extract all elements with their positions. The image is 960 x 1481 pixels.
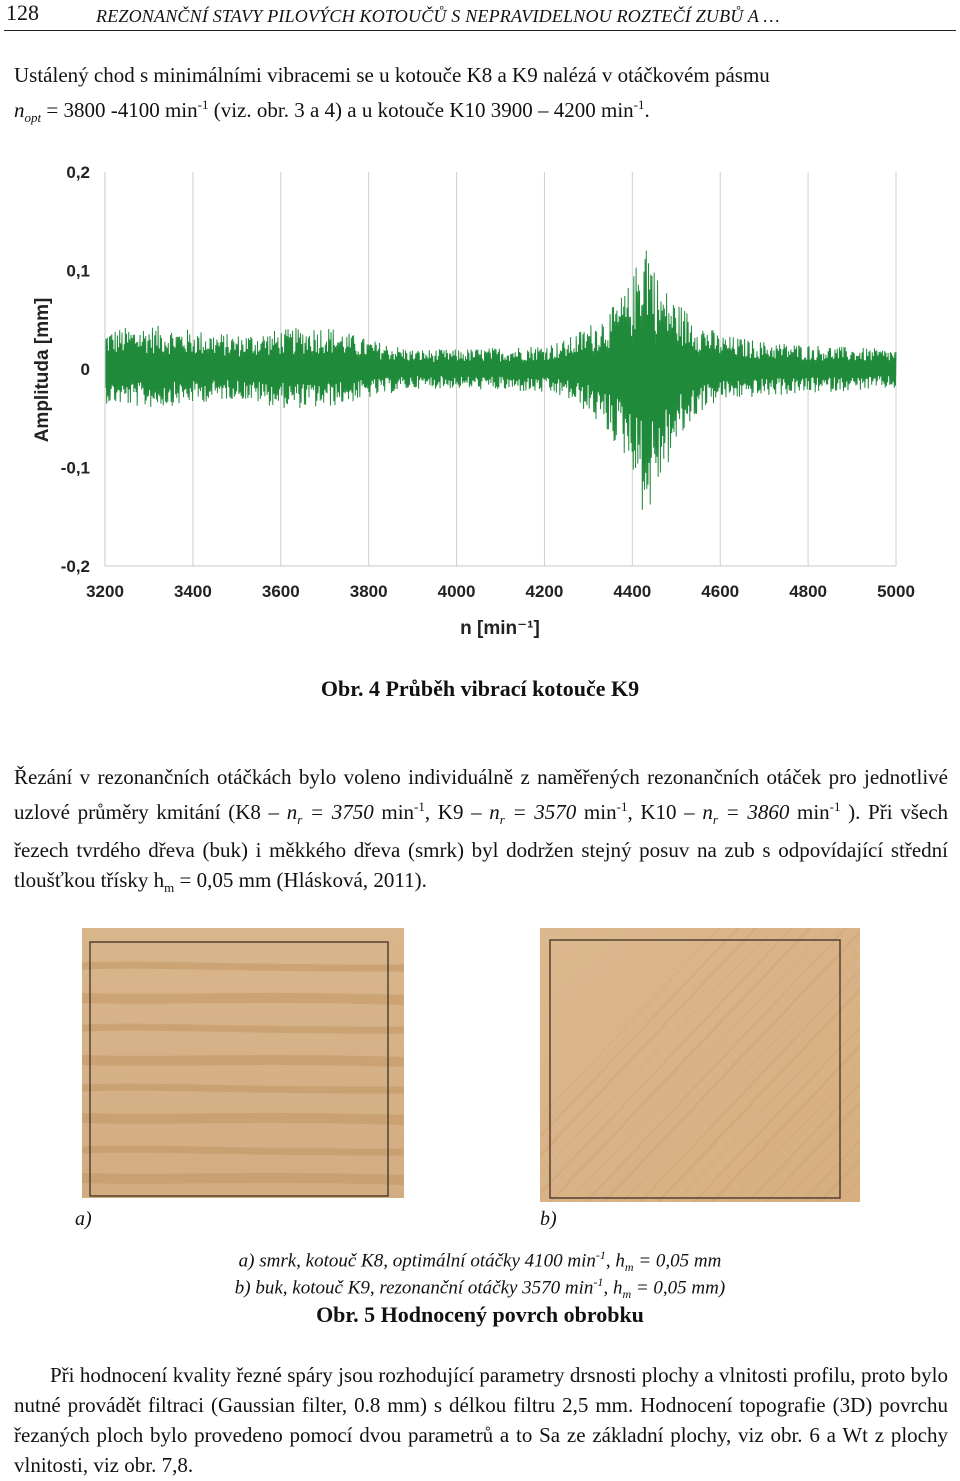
y-tick-label: 0,1 — [66, 261, 90, 281]
fig5-a-text-1: a) smrk, kotouč K8, optimální otáčky 4100 min — [238, 1250, 596, 1272]
body1-text-k: = 0,05 mm (Hlásková, 2011). — [174, 868, 427, 893]
intro-line-1: Ustálený chod s minimálními vibracemi se u kotouče K8 a K9 nalézá v otáčkovém pásmu — [14, 63, 770, 87]
body-paragraph-2: Při hodnocení kvality řezné spáry jsou rozhodující parametry drsnosti plochy a vlnitosti profilu, proto bylo nutné provádět filtraci (Gaussian filter, 0.8 mm) s délkou filtru 2,5 mm. Hodnocení topografie (3D) povrchu řezaných ploch bylo provedeno pomocí dvou parametrů a to Sa ze základní plochy, viz obr. 6 a Wt z plochy vlnitosti, viz obr. 7,8. — [14, 1363, 948, 1477]
body1-sup-c: -1 — [829, 799, 841, 814]
grain-band — [82, 965, 404, 968]
header-rule — [4, 30, 956, 31]
x-tick-label: 4400 — [613, 582, 652, 601]
vibration-signal — [105, 250, 896, 509]
running-title: REZONANČNÍ STAVY PILOVÝCH KOTOUČŮ S NEPRAVIDELNOU ROZTEČÍ ZUBŮ A … — [96, 6, 780, 26]
body1-value-3: = 3860 — [717, 800, 790, 824]
body1-unit-3: min — [789, 800, 830, 824]
body1-sup-a: -1 — [414, 799, 425, 814]
grain-band — [82, 998, 404, 1000]
body1-value-2: = 3570 — [504, 800, 577, 824]
body1-text-d: , K9 – — [424, 800, 490, 824]
intro-line-2 — [14, 90, 948, 133]
y-axis-label: Amplituda [mm] — [32, 297, 53, 443]
intro-paragraph — [14, 60, 948, 133]
y-tick-label: -0,1 — [60, 458, 90, 478]
x-tick-label: 3200 — [86, 582, 124, 601]
x-tick-labels — [86, 582, 915, 601]
x-tick-label: 3400 — [173, 582, 212, 601]
photo-label-a: a) — [75, 1208, 92, 1230]
intro-text-a: = 3800 -4100 min — [41, 98, 198, 122]
figure-5-subcaption-b — [0, 1275, 960, 1302]
nr-symbol-2: n — [489, 800, 500, 824]
fig5-b-text-3: = 0,05 mm) — [631, 1277, 726, 1299]
page-number: 128 — [6, 0, 39, 25]
fig5-b-text-1: b) buk, kotouč K9, rezonanční otáčky 3570 min — [234, 1277, 594, 1299]
y-tick-label: 0 — [80, 360, 90, 379]
nr-sub-3: r — [712, 812, 718, 828]
n-symbol: n — [14, 98, 25, 122]
body1-text-a: Řezání v rezonančních otáčkách bylo voleno individuálně z naměřených rezonančních otáček pro jednotlivé uzlové průměry kmitání (K8 – — [14, 765, 948, 824]
photo-spruce-surface — [82, 928, 404, 1198]
body1-unit-2: min — [576, 800, 617, 824]
photo-label-b: b) — [540, 1208, 557, 1230]
nr-sub-2: r — [499, 812, 505, 828]
fig5-a-text-2: , h — [605, 1250, 625, 1272]
fig5-b-text-2: , h — [603, 1277, 623, 1299]
x-tick-label: 4000 — [437, 582, 476, 601]
vibration-chart — [0, 150, 960, 650]
intro-sup-1: -1 — [197, 97, 209, 112]
n-sub: opt — [24, 110, 42, 126]
grain-band — [82, 1087, 404, 1090]
fig5-a-text-3: = 0,05 mm — [633, 1250, 722, 1272]
fig5-b-sub: m — [622, 1287, 632, 1302]
fig5-a-sub: m — [624, 1260, 634, 1275]
body1-sub-m: m — [164, 880, 175, 896]
y-tick-label: 0,2 — [66, 163, 90, 182]
grain-band — [82, 1118, 404, 1120]
body-paragraph-1 — [14, 762, 948, 903]
x-tick-label: 3800 — [349, 582, 388, 601]
intro-text-b: (viz. obr. 3 a 4) a u kotouče K10 3900 – 4200 min — [208, 98, 634, 122]
x-tick-label: 4200 — [525, 582, 564, 601]
signal-line — [105, 250, 896, 509]
y-tick-labels — [61, 163, 90, 576]
x-tick-label: 4800 — [789, 582, 828, 601]
photo-beech-surface — [540, 928, 860, 1202]
fig5-b-sup: -1 — [593, 1275, 604, 1289]
x-axis-label: n [min⁻¹] — [460, 618, 540, 639]
grain-band — [82, 1060, 404, 1062]
intro-text-c: . — [644, 98, 650, 122]
grain-band — [82, 1149, 404, 1152]
intro-sup-2: -1 — [633, 97, 645, 112]
body1-unit-1: min — [373, 800, 415, 824]
nr-sub-1: r — [297, 812, 303, 828]
figure-5-subcaption-a — [0, 1248, 960, 1275]
body1-sup-b: -1 — [616, 799, 628, 814]
x-tick-label: 3600 — [261, 582, 300, 601]
grain-band — [82, 1027, 404, 1030]
x-tick-label: 5000 — [877, 582, 915, 601]
nr-symbol-3: n — [702, 800, 713, 824]
fig5-a-sup: -1 — [595, 1248, 606, 1262]
body1-text-g: , K10 – — [627, 800, 703, 824]
grain-band — [82, 1178, 404, 1180]
x-tick-label: 4600 — [701, 582, 740, 601]
figure-4-caption: Obr. 4 Průběh vibrací kotouče K9 — [320, 676, 640, 701]
body1-text-j: ). Při všech řezech tvrdého dřeva (buk) i měkkého dřeva (smrk) byl dodržen stejný posuv na zub s odpovídající střední tloušťkou třísky h — [14, 800, 949, 893]
figure-5-caption: Obr. 5 Hodnocený povrch obrobku — [316, 1302, 644, 1327]
y-tick-label: -0,2 — [60, 557, 90, 576]
body1-value-1: = 3750 — [302, 800, 374, 824]
nr-symbol-1: n — [286, 800, 298, 824]
